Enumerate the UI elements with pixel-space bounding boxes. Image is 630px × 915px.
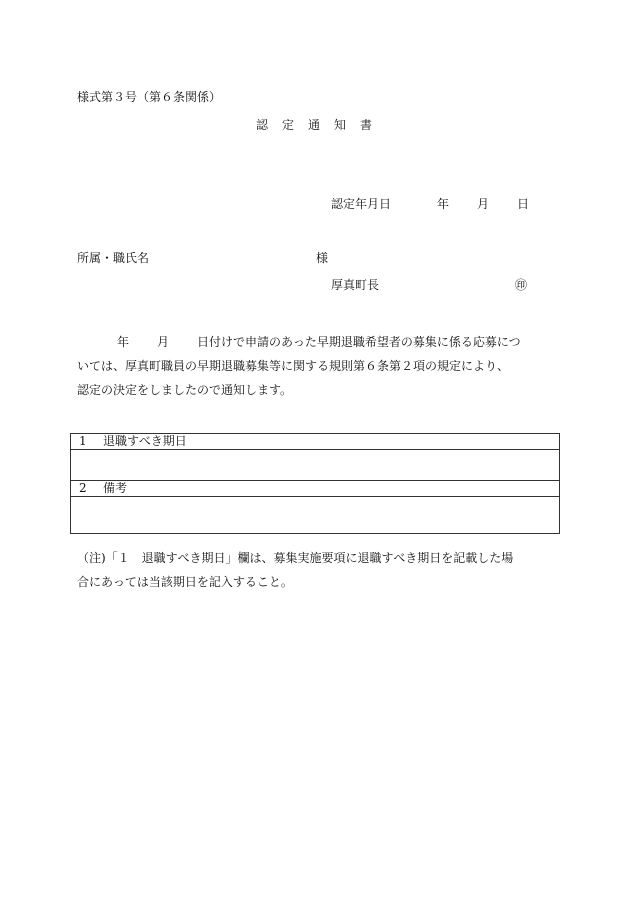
body-line-1 — [77, 330, 557, 354]
body-month-unit: 月 — [157, 335, 170, 349]
seal-mark: ㊞ — [515, 278, 528, 292]
certification-date-month-unit: 月 — [477, 197, 490, 211]
certification-date-year-unit: 年 — [437, 197, 450, 211]
form-number: 様式第３号（第６条関係） — [77, 90, 222, 104]
table-row — [71, 434, 560, 450]
body-line-3: 認定の決定をしましたので通知します。 — [77, 383, 293, 397]
row-number: 1 — [79, 434, 87, 448]
row-number: 2 — [79, 481, 87, 495]
footnote — [77, 546, 561, 594]
remarks-header — [71, 481, 560, 497]
footnote-line-1: （注)「１ 退職すべき期日」欄は、募集実施要項に退職すべき期日を記載した場 — [77, 551, 514, 565]
info-table — [70, 433, 560, 534]
body-line-1-text: 日付けで申請のあった早期退職希望者の募集に係る応募につ — [197, 335, 521, 349]
table-row — [71, 450, 560, 481]
recipient-honorific: 様 — [316, 251, 329, 265]
row-label: 備考 — [103, 481, 128, 495]
certification-date-label: 認定年月日 — [331, 197, 392, 211]
body-year-unit: 年 — [117, 335, 130, 349]
remarks-value-cell — [71, 497, 560, 534]
certification-date-day-unit: 日 — [517, 197, 530, 211]
retirement-date-header — [71, 434, 560, 450]
issuer-name: 厚真町長 — [331, 278, 380, 292]
row-label: 退職すべき期日 — [103, 434, 187, 448]
retirement-date-value-cell — [71, 450, 560, 481]
body-line-2: いては、厚真町職員の早期退職募集等に関する規則第６条第２項の規定により、 — [77, 359, 510, 373]
table-row — [71, 481, 560, 497]
recipient-label: 所属・職氏名 — [77, 251, 150, 265]
footnote-line-2: 合にあっては当該期日を記入すること。 — [77, 575, 293, 589]
table-row — [71, 497, 560, 534]
notification-body — [77, 330, 557, 402]
document-title: 認 定 通 知 書 — [256, 118, 374, 132]
